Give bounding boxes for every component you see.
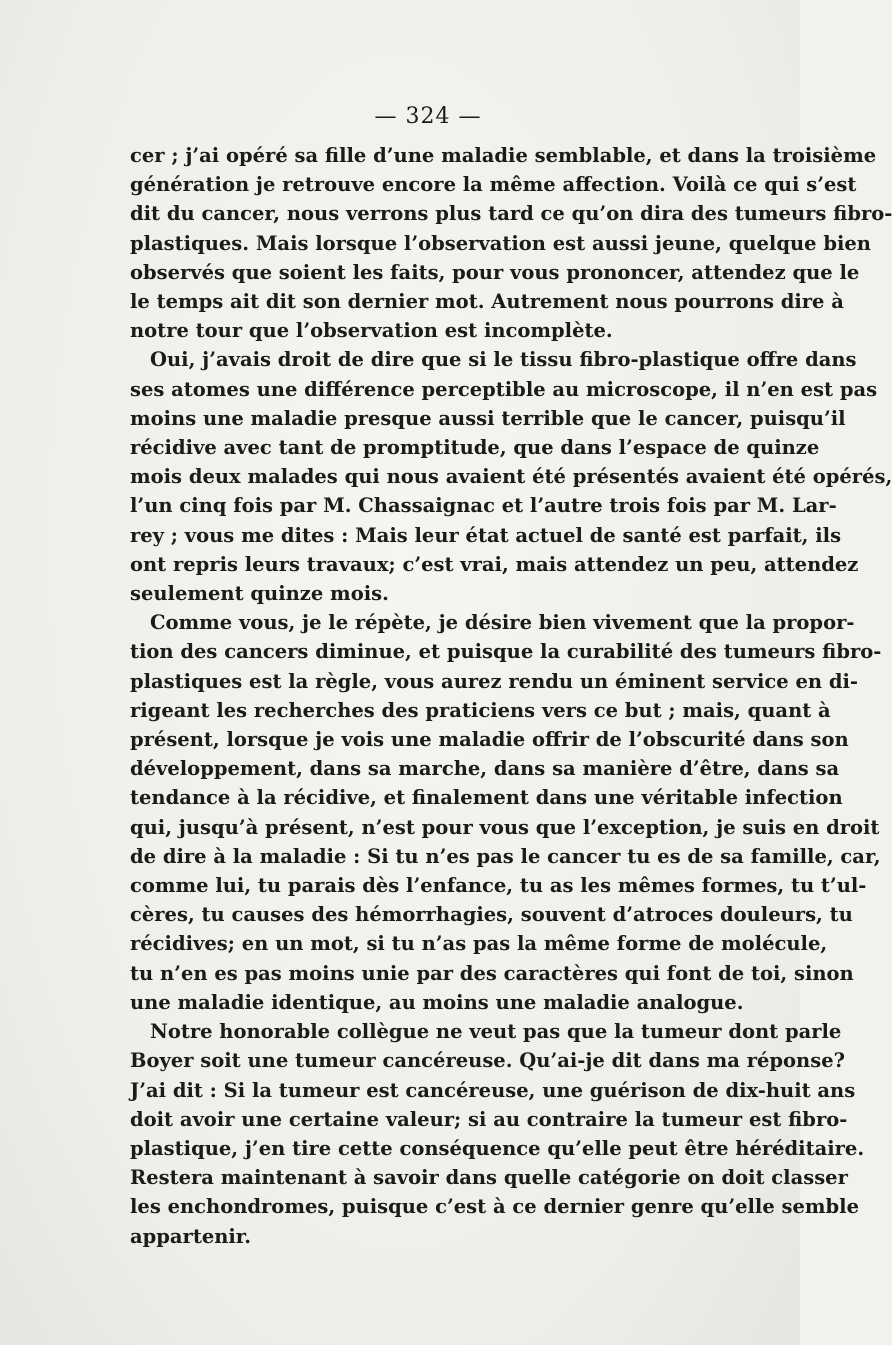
body-text xyxy=(130,141,892,1251)
text-line: Restera maintenant à savoir dans quelle catégorie on doit classer xyxy=(130,1166,848,1190)
text-line: présent, lorsque je vois une maladie offrir de l’obscurité dans son xyxy=(130,728,849,752)
text-line: appartenir. xyxy=(130,1224,252,1248)
text-line: J’ai dit : Si la tumeur est cancéreuse, une guérison de dix-huit ans xyxy=(130,1078,856,1102)
text-line: cères, tu causes des hémorrhagies, souvent d’atroces douleurs, tu xyxy=(130,903,853,927)
text-line: Oui, j’avais droit de dire que si le tissu fibro-plastique offre dans xyxy=(150,348,857,372)
text-line: plastiques. Mais lorsque l’observation est aussi jeune, quelque bien xyxy=(130,231,871,255)
text-line: seulement quinze mois. xyxy=(130,582,389,606)
text-line: mois deux malades qui nous avaient été présentés avaient été opérés, xyxy=(130,465,892,489)
text-line: moins une maladie presque aussi terrible que le cancer, puisqu’il xyxy=(130,406,846,430)
text-line: dit du cancer, nous verrons plus tard ce qu’on dira des tumeurs fibro- xyxy=(130,202,892,226)
text-line: récidive avec tant de promptitude, que dans l’espace de quinze xyxy=(130,436,820,460)
text-line: rigeant les recherches des praticiens vers ce but ; mais, quant à xyxy=(130,698,831,722)
text-line: les enchondromes, puisque c’est à ce dernier genre qu’elle semble xyxy=(130,1195,859,1219)
text-line: ont repris leurs travaux; c’est vrai, mais attendez un peu, attendez xyxy=(130,552,859,576)
text-line: plastiques est la règle, vous aurez rendu un éminent service en di- xyxy=(130,669,858,693)
text-line: ses atomes une différence perceptible au microscope, il n’en est pas xyxy=(130,377,878,401)
text-line: qui, jusqu’à présent, n’est pour vous que l’exception, je suis en droit xyxy=(130,815,880,839)
text-line: une maladie identique, au moins une maladie analogue. xyxy=(130,990,744,1014)
page-number: — 324 — xyxy=(374,104,482,129)
text-line: notre tour que l’observation est incomplète. xyxy=(130,319,613,343)
text-line: Notre honorable collègue ne veut pas que la tumeur dont parle xyxy=(150,1020,842,1044)
text-line: de dire à la maladie : Si tu n’es pas le cancer tu es de sa famille, car, xyxy=(130,844,881,868)
text-line: tu n’en es pas moins unie par des caractères qui font de toi, sinon xyxy=(130,961,854,985)
text-line: cer ; j’ai opéré sa fille d’une maladie semblable, et dans la troisième xyxy=(130,144,877,167)
text-line: doit avoir une certaine valeur; si au contraire la tumeur est fibro- xyxy=(130,1107,848,1131)
paragraph xyxy=(130,141,892,345)
text-line: comme lui, tu parais dès l’enfance, tu as les mêmes formes, tu t’ul- xyxy=(130,874,867,898)
text-line: plastique, j’en tire cette conséquence qu’elle peut être héréditaire. xyxy=(130,1136,865,1160)
paragraph xyxy=(130,345,892,608)
text-line: récidives; en un mot, si tu n’as pas la même forme de molécule, xyxy=(130,932,828,956)
text-line: rey ; vous me dites : Mais leur état actuel de santé est parfait, ils xyxy=(130,523,842,547)
text-line: observés que soient les faits, pour vous prononcer, attendez que le xyxy=(130,260,860,284)
text-line: le temps ait dit son dernier mot. Autrement nous pourrons dire à xyxy=(130,290,844,314)
paragraph xyxy=(130,608,882,1017)
text-line: Comme vous, je le répète, je désire bien vivement que la propor- xyxy=(150,611,855,635)
text-line: l’un cinq fois par M. Chassaignac et l’autre trois fois par M. Lar- xyxy=(130,494,837,518)
text-line: développement, dans sa marche, dans sa manière d’être, dans sa xyxy=(130,757,840,781)
text-line: tion des cancers diminue, et puisque la curabilité des tumeurs fibro- xyxy=(130,640,882,664)
paragraph xyxy=(130,1017,865,1251)
text-line: tendance à la récidive, et finalement dans une véritable infection xyxy=(130,786,843,810)
text-line: génération je retrouve encore la même affection. Voilà ce qui s’est xyxy=(130,173,857,197)
text-line: Boyer soit une tumeur cancéreuse. Qu’ai-je dit dans ma réponse? xyxy=(130,1049,846,1073)
